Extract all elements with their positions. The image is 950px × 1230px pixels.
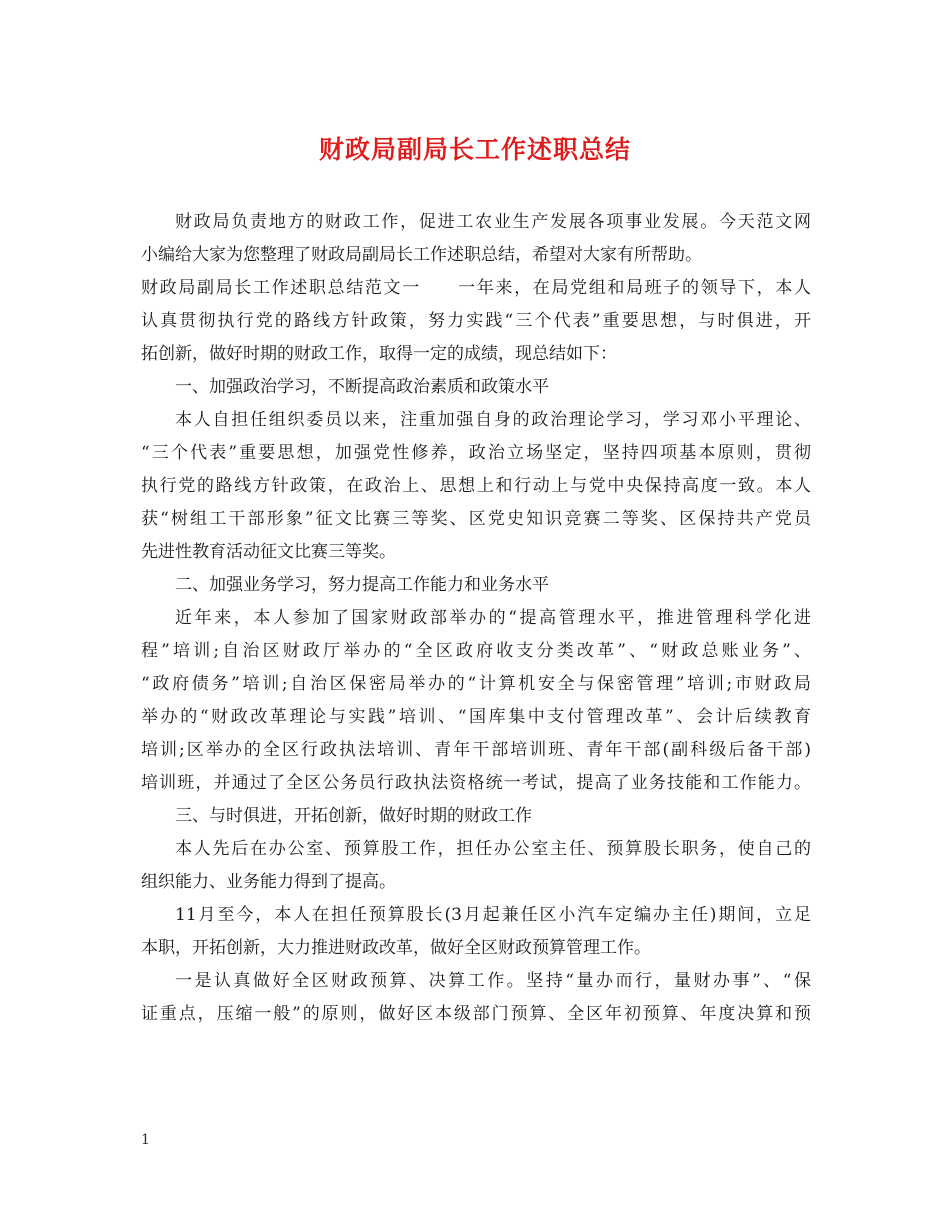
document-title: 财政局副局长工作述职总结: [318, 135, 631, 164]
text-line: 举办的“财政改革理论与实践”培训、“国库集中支付管理改革”、会计后续教育: [141, 707, 811, 727]
text-line: 财政局负责地方的财政工作，促进工农业生产发展各项事业发展。今天范文网: [175, 212, 811, 232]
text-line: “政府债务”培训;自治区保密局举办的“计算机安全与保密管理”培训;市财政局: [141, 674, 811, 694]
text-line: 二、加强业务学习，努力提高工作能力和业务水平: [175, 575, 549, 595]
text-line: 近年来，本人参加了国家财政部举办的“提高管理水平，推进管理科学化进: [175, 608, 811, 628]
page-number: 1: [141, 1132, 150, 1148]
text-line: “三个代表”重要思想，加强党性修养，政治立场坚定，坚持四项基本原则，贯彻: [141, 443, 811, 463]
text-line: 拓创新，做好时期的财政工作，取得一定的成绩，现总结如下：: [141, 344, 617, 364]
text-line: 程”培训;自治区财政厅举办的“全区政府收支分类改革”、“财政总账业务”、: [141, 641, 811, 661]
text-line: 培训;区举办的全区行政执法培训、青年干部培训班、青年干部(副科级后备干部): [141, 740, 811, 760]
text-line: 先进性教育活动征文比赛三等奖。: [141, 542, 396, 562]
text-line: 认真贯彻执行党的路线方针政策，努力实践“三个代表”重要思想，与时俱进，开: [141, 311, 811, 331]
text-line: 11月至今，本人在担任预算股长(3月起兼任区小汽车定编办主任)期间，立足: [175, 905, 811, 925]
text-line: 培训班，并通过了全区公务员行政执法资格统一考试，提高了业务技能和工作能力。: [141, 773, 811, 793]
text-line: 本人先后在办公室、预算股工作，担任办公室主任、预算股长职务，使自己的: [175, 839, 811, 859]
text-line: 小编给大家为您整理了财政局副局长工作述职总结，希望对大家有所帮助。: [141, 245, 702, 265]
text-line: 证重点，压缩一般”的原则，做好区本级部门预算、全区年初预算、年度决算和预: [141, 1004, 811, 1024]
text-line: 获“树组工干部形象”征文比赛三等奖、区党史知识竞赛二等奖、区保持共产党员: [141, 509, 811, 529]
text-line: 本职，开拓创新，大力推进财政改革，做好全区财政预算管理工作。: [141, 938, 651, 958]
text-line: 执行党的路线方针政策，在政治上、思想上和行动上与党中央保持高度一致。本人: [141, 476, 811, 496]
document-body: [141, 206, 811, 1031]
text-line: 财政局副局长工作述职总结范文一 一年来，在局党组和局班子的领导下，本人: [141, 278, 811, 298]
text-line: 一、加强政治学习，不断提高政治素质和政策水平: [175, 377, 549, 397]
text-line: 组织能力、业务能力得到了提高。: [141, 872, 396, 892]
text-line: 一是认真做好全区财政预算、决算工作。坚持“量办而行，量财办事”、“保: [175, 971, 811, 991]
text-line: 三、与时俱进，开拓创新，做好时期的财政工作: [175, 806, 532, 826]
text-line: 本人自担任组织委员以来，注重加强自身的政治理论学习，学习邓小平理论、: [175, 410, 811, 430]
